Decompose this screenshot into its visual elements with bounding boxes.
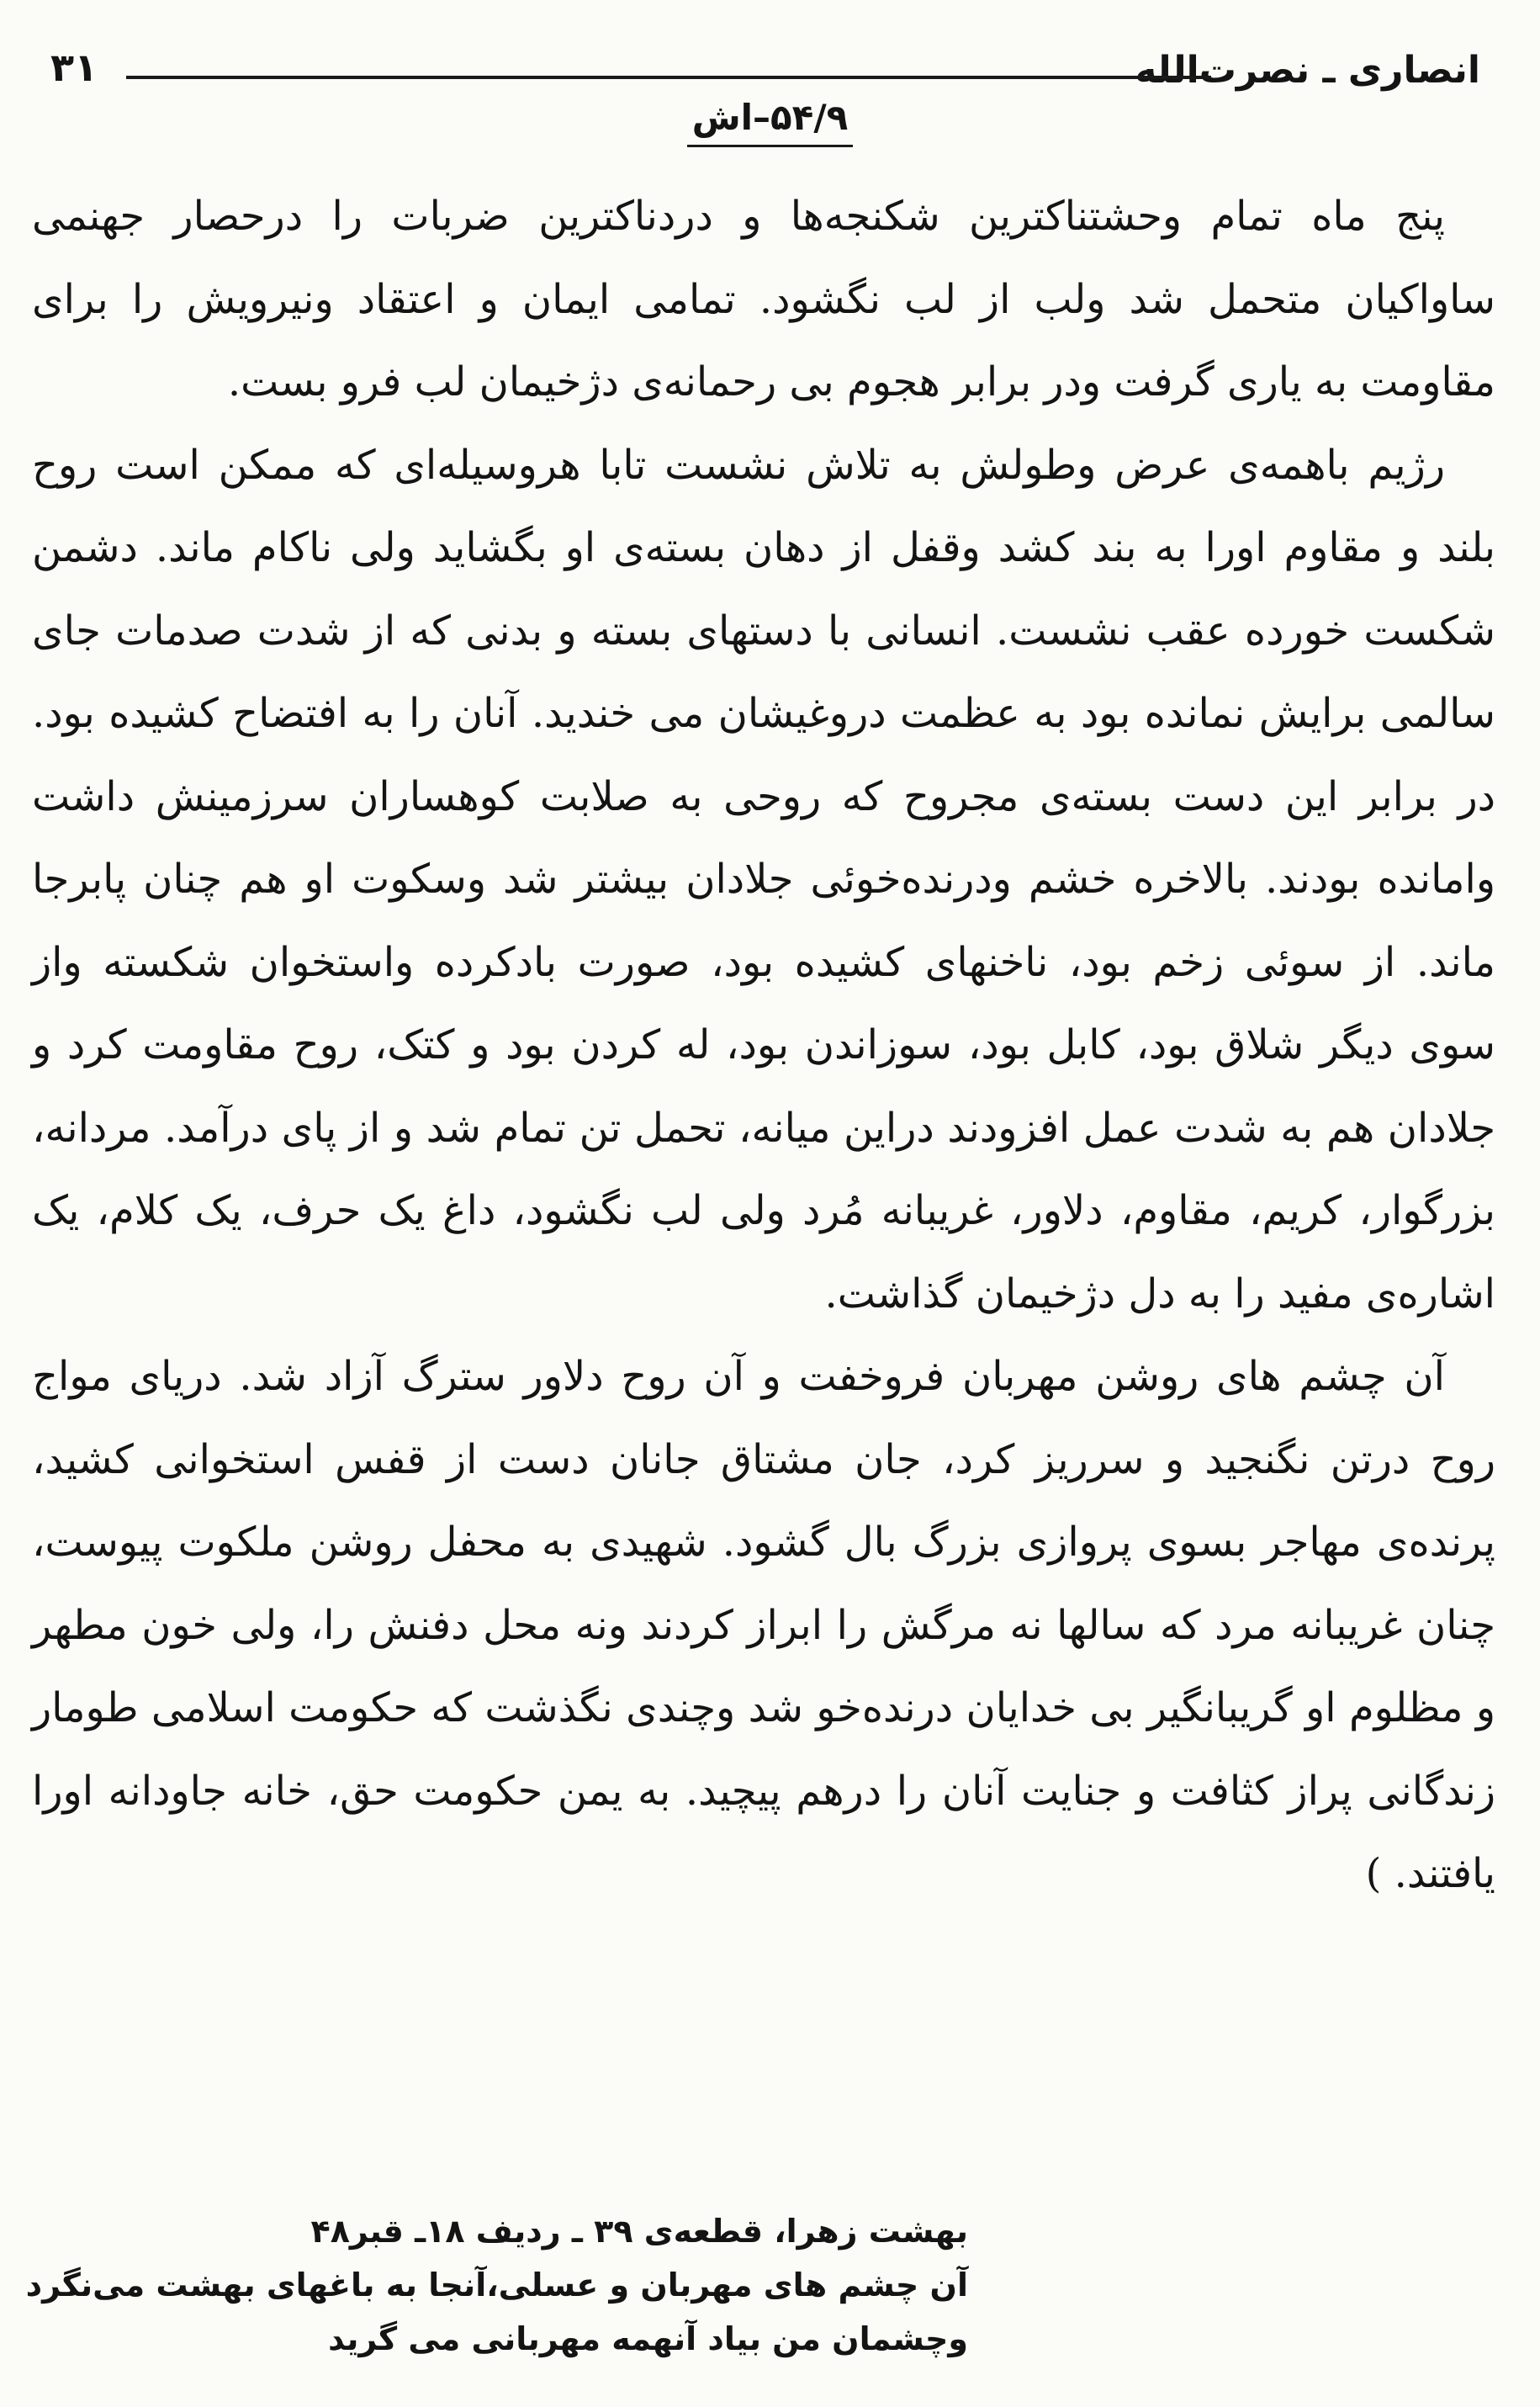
document-code: ۵۴/۹–اش <box>687 94 854 147</box>
paragraph-martyrdom: آن چشم های روشن مهربان فروخفت و آن روح دلاور سترگ آزاد شد. دریای مواج روح درتن نگنجید و سرریز کرد، جان مشتاق جانان دست از قفس استخوانی کشید، پرنده‌ی مهاجر بسوی پروازی بزرگ بال گشود. شهیدی به محفل روشن ملکوت پیوست، چنان غریبانه مرد که سالها نه مرگش را ابراز کردند ونه محل دفنش را، ولی خون مطهر و مظلوم او گریبانگیر بی خدایان درنده‌خو شد وچندی نگذشت که حکومت اسلامی طومار زندگانی پراز کثافت و جنایت آنان را درهم پیچید. به یمن حکومت حق، خانه جاودانه اورا یافتند. ) <box>32 1353 1496 1897</box>
burial-note <box>25 2204 968 2366</box>
header-author-name: انصاری ـ نصرت‌الله <box>1135 49 1480 92</box>
paragraph-regime: رژیم باهمه‌ی عرض وطولش به تلاش نشست تابا هروسیله‌ای که ممکن است روح بلند و مقاوم اورا به بند کشد وقفل از دهان بسته‌ی او بگشاید ولی ناکام ماند. دشمن شکست خورده عقب نشست. انسانی با دستهای بسته و بدنی که از شدت صدمات جای سالمی برایش نمانده بود به عظمت دروغیشان می خندید. آنان را به افتضاح کشیده بود. در برابر این دست بسته‌ی مجروح که روحی به صلابت کوهساران سرزمینش داشت وامانده بودند. بالاخره خشم ودرنده‌خوئی جلادان بیشتر شد وسکوت او هم چنان پابرجا ماند. از سوئی زخم بود، ناخنهای کشیده بود، صورت بادکرده واستخوان شکسته واز سوی دیگر شلاق بود، کابل بود، سوزاندن بود، له کردن بود و کتک، روح مقاومت کرد و جلادان هم به شدت عمل افزودند دراین میانه، تحمل تن تمام شد و از پای درآمد. مردانه، بزرگوار، کریم، مقاوم، دلاور، غریبانه مُرد ولی لب نگشود، داغ یک حرف، یک کلام، یک اشاره‌ی مفید را به دل دژخیمان گذاشت. <box>32 441 1496 1317</box>
page-number: ۳۱ <box>50 45 98 90</box>
burial-location: بهشت زهرا، قطعه‌ی ۳۹ ـ ردیف ۱۸ـ قبر۴۸ <box>310 2213 968 2250</box>
document-code-container <box>0 94 1540 147</box>
paragraph-torture: پنج ماه تمام وحشتناکترین شکنجه‌ها و دردناکترین ضربات را درحصار جهنمی ساواکیان متحمل شد ولب از لب نگشود. تمامی ایمان و اعتقاد ونیرویش را برای مقاومت به یاری گرفت ودر برابر هجوم بی رحمانه‌ی دژخیمان لب فرو بست. <box>32 193 1495 406</box>
body-text <box>32 175 1495 1916</box>
poem-line: آن چشم های مهربان و عسلی،آنجا به باغهای بهشت می‌نگرد <box>25 2267 968 2304</box>
header-rule <box>126 76 1211 79</box>
poem-line: وچشمان من بیاد آنهمه مهربانی می گرید <box>328 2320 968 2357</box>
